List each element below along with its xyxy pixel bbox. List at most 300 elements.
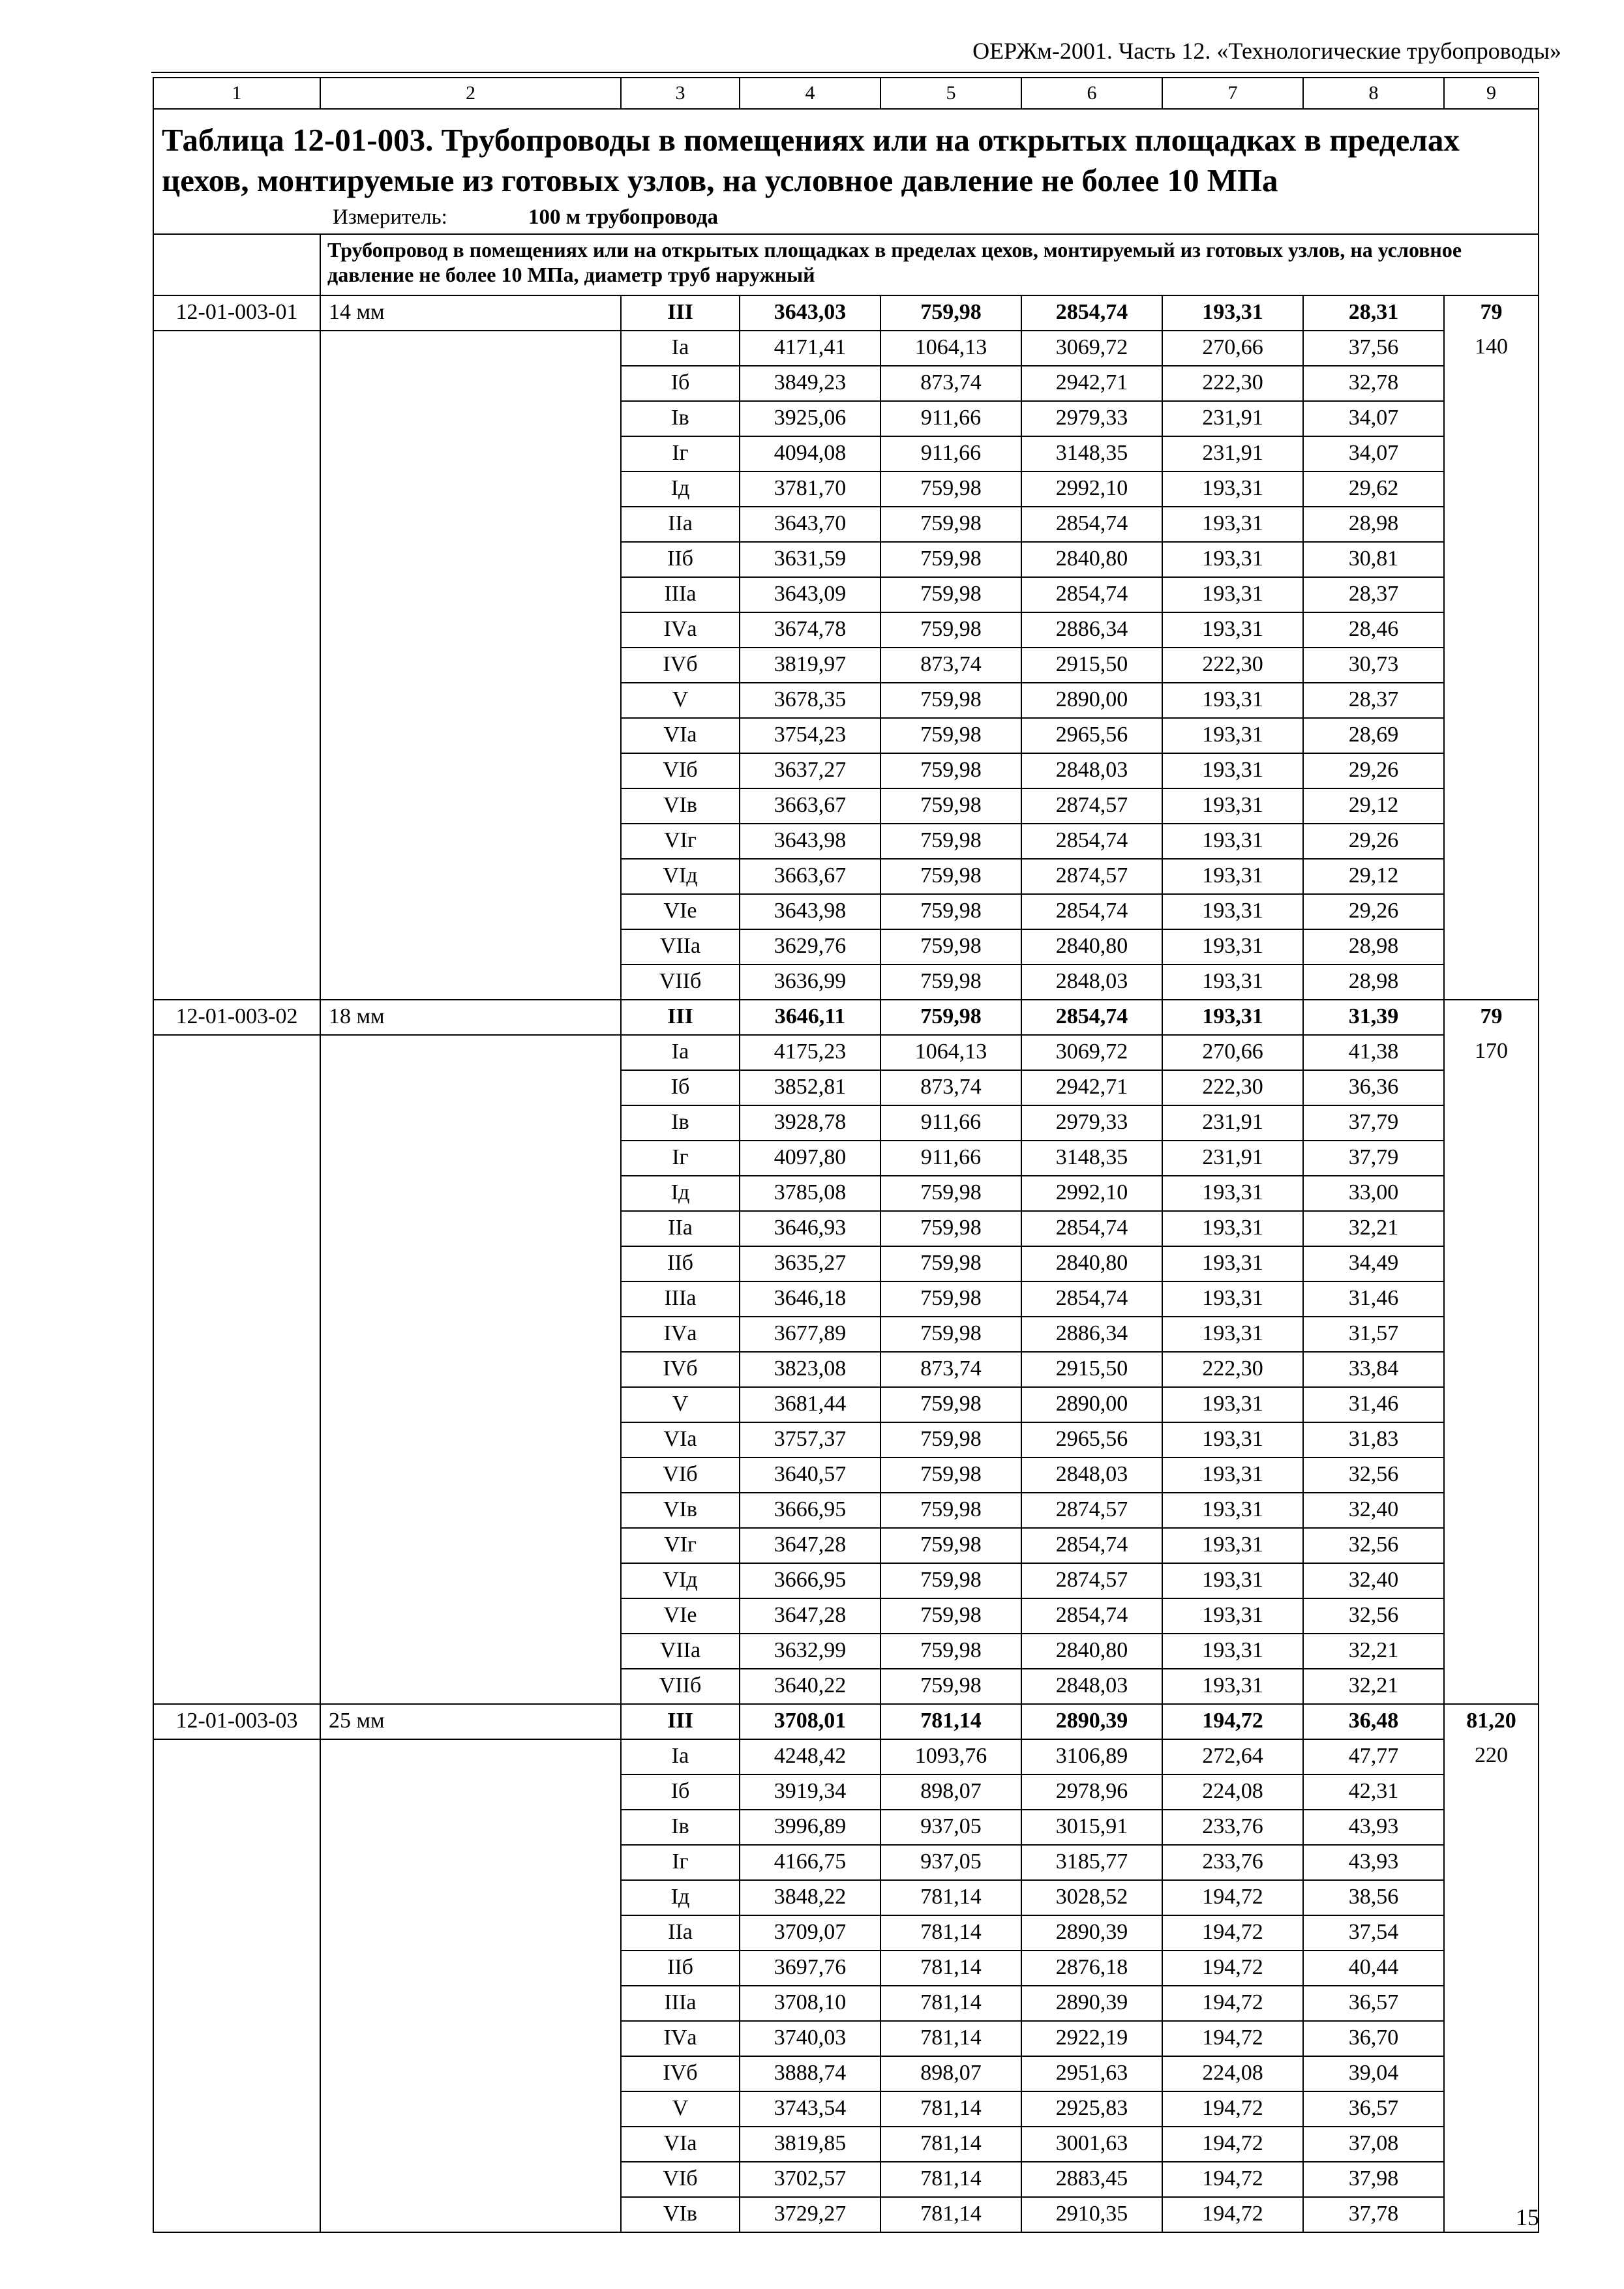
table-row [153, 2197, 1539, 2232]
wages: 898,07 [880, 2056, 1021, 2091]
machine-cost: 2874,57 [1021, 1493, 1162, 1528]
table-row [153, 1105, 1539, 1141]
norm-code [153, 2197, 320, 2232]
labor-cost [1444, 1281, 1539, 1317]
norm-code [153, 1281, 320, 1317]
machine-cost: 2890,39 [1021, 1915, 1162, 1951]
total-cost: 3666,95 [740, 1493, 880, 1528]
norms-table [153, 77, 1539, 2233]
materials-cost: 43,93 [1303, 1810, 1444, 1845]
norm-name [320, 1105, 621, 1141]
total-cost: 4248,42 [740, 1739, 880, 1774]
norm-code [153, 471, 320, 507]
machine-cost: 3028,52 [1021, 1880, 1162, 1915]
total-cost: 4094,08 [740, 436, 880, 471]
labor-cost [1444, 2056, 1539, 2091]
materials-cost: 28,37 [1303, 683, 1444, 718]
wages: 911,66 [880, 436, 1021, 471]
norm-code [153, 753, 320, 788]
resource-code: IVб [621, 648, 740, 683]
norm-name [320, 507, 621, 542]
norm-name [320, 1246, 621, 1281]
machine-cost: 2890,00 [1021, 1387, 1162, 1422]
norm-name [320, 648, 621, 683]
labor-cost [1444, 1845, 1539, 1880]
norm-name [320, 965, 621, 1000]
total-cost: 3708,10 [740, 1986, 880, 2021]
norm-name [320, 1035, 621, 1070]
wages: 759,98 [880, 1493, 1021, 1528]
resource-code: V [621, 1387, 740, 1422]
table-row [153, 1986, 1539, 2021]
resource-code: VIа [621, 1422, 740, 1458]
column-number: 6 [1021, 78, 1162, 109]
machine-cost: 2942,71 [1021, 366, 1162, 401]
materials-cost: 28,31 [1303, 295, 1444, 331]
table-row [153, 1211, 1539, 1246]
norm-name [320, 718, 621, 753]
machinist-wages: 193,31 [1162, 542, 1303, 577]
labor-cost [1444, 894, 1539, 929]
labor-cost [1444, 1105, 1539, 1141]
resource-code: Iг [621, 1845, 740, 1880]
table-row [153, 2091, 1539, 2127]
total-cost: 3678,35 [740, 683, 880, 718]
materials-cost: 37,98 [1303, 2162, 1444, 2197]
resource-code: VIг [621, 1528, 740, 1563]
machine-cost: 2854,74 [1021, 507, 1162, 542]
materials-cost: 36,36 [1303, 1070, 1444, 1105]
materials-cost: 36,57 [1303, 2091, 1444, 2127]
machine-cost: 2854,74 [1021, 1211, 1162, 1246]
materials-cost: 31,83 [1303, 1422, 1444, 1458]
wages: 759,98 [880, 1458, 1021, 1493]
machine-cost: 2840,80 [1021, 1634, 1162, 1669]
labor-cost [1444, 718, 1539, 753]
norm-name [320, 1563, 621, 1598]
labor-cost [1444, 1669, 1539, 1704]
norm-name [320, 788, 621, 824]
machine-cost: 2854,74 [1021, 1598, 1162, 1634]
resource-code: IIIа [621, 1986, 740, 2021]
measure-line [333, 205, 1526, 230]
resource-code: IVа [621, 1317, 740, 1352]
wages: 781,14 [880, 2127, 1021, 2162]
materials-cost: 43,93 [1303, 1845, 1444, 1880]
table-subtitle: Трубопровод в помещениях или на открытых площадках в пределах цехов, монтируемый из готовых узлов, на условное давление не более 10 МПа, диаметр труб наружный [320, 234, 1539, 295]
norm-name [320, 401, 621, 436]
machinist-wages: 193,31 [1162, 1634, 1303, 1669]
machinist-wages: 231,91 [1162, 436, 1303, 471]
total-cost: 3646,93 [740, 1211, 880, 1246]
norm-code [153, 965, 320, 1000]
table-row [153, 1176, 1539, 1211]
column-number: 5 [880, 78, 1021, 109]
resource-code: VIIа [621, 929, 740, 965]
norm-code [153, 824, 320, 859]
norm-name [320, 1458, 621, 1493]
machine-cost: 2922,19 [1021, 2021, 1162, 2056]
total-cost: 3852,81 [740, 1070, 880, 1105]
machine-cost: 2978,96 [1021, 1774, 1162, 1810]
norm-code [153, 401, 320, 436]
norm-name [320, 577, 621, 612]
labor-cost [1444, 1317, 1539, 1352]
total-cost: 3636,99 [740, 965, 880, 1000]
table-row [153, 648, 1539, 683]
machinist-wages: 194,72 [1162, 2021, 1303, 2056]
resource-code: Iв [621, 1105, 740, 1141]
norm-name [320, 894, 621, 929]
labor-cost [1444, 965, 1539, 1000]
table-row [153, 929, 1539, 965]
machinist-wages: 193,31 [1162, 1246, 1303, 1281]
machinist-wages: 222,30 [1162, 648, 1303, 683]
norm-name [320, 1141, 621, 1176]
machinist-wages: 194,72 [1162, 1951, 1303, 1986]
materials-cost: 36,48 [1303, 1704, 1444, 1739]
norm-name [320, 1634, 621, 1669]
labor-cost [1444, 507, 1539, 542]
norm-code [153, 1035, 320, 1070]
wages: 759,98 [880, 1176, 1021, 1211]
norm-name [320, 1880, 621, 1915]
norm-name [320, 1845, 621, 1880]
labor-cost [1444, 929, 1539, 965]
table-row [153, 1458, 1539, 1493]
table-row [153, 401, 1539, 436]
norm-code [153, 1458, 320, 1493]
table-row [153, 859, 1539, 894]
labor-cost [1444, 1422, 1539, 1458]
column-number: 3 [621, 78, 740, 109]
materials-cost: 30,81 [1303, 542, 1444, 577]
machine-cost: 2910,35 [1021, 2197, 1162, 2232]
labor-cost [1444, 1211, 1539, 1246]
norm-code [153, 859, 320, 894]
table-row [153, 1810, 1539, 1845]
norm-code [153, 1774, 320, 1810]
total-cost: 3819,85 [740, 2127, 880, 2162]
norm-code [153, 1634, 320, 1669]
machine-cost: 2874,57 [1021, 788, 1162, 824]
table-row [153, 1035, 1539, 1070]
machinist-wages: 193,31 [1162, 295, 1303, 331]
machinist-wages: 194,72 [1162, 1915, 1303, 1951]
norm-name [320, 753, 621, 788]
machinist-wages: 222,30 [1162, 1070, 1303, 1105]
resource-code: VIд [621, 1563, 740, 1598]
table-row [153, 1669, 1539, 1704]
table-row [153, 753, 1539, 788]
materials-cost: 29,12 [1303, 788, 1444, 824]
machine-cost: 2886,34 [1021, 1317, 1162, 1352]
resource-code: IIа [621, 1211, 740, 1246]
materials-cost: 32,56 [1303, 1598, 1444, 1634]
wages: 781,14 [880, 2197, 1021, 2232]
norm-code [153, 612, 320, 648]
materials-cost: 28,37 [1303, 577, 1444, 612]
table-row [153, 1563, 1539, 1598]
wages: 781,14 [880, 2091, 1021, 2127]
machinist-wages: 193,31 [1162, 894, 1303, 929]
machine-cost: 2854,74 [1021, 1000, 1162, 1035]
norm-name [320, 1493, 621, 1528]
resource-code: III [621, 1000, 740, 1035]
machine-cost: 2992,10 [1021, 471, 1162, 507]
table-row [153, 1880, 1539, 1915]
norm-code [153, 1493, 320, 1528]
norm-name [320, 612, 621, 648]
total-cost: 3632,99 [740, 1634, 880, 1669]
labor-cost: 81,20 [1444, 1704, 1539, 1739]
labor-cost [1444, 2091, 1539, 2127]
materials-cost: 28,46 [1303, 612, 1444, 648]
wages: 1093,76 [880, 1739, 1021, 1774]
norm-name [320, 1281, 621, 1317]
resource-code: VIIб [621, 1669, 740, 1704]
wages: 759,98 [880, 1422, 1021, 1458]
labor-cost: 79 [1444, 1000, 1539, 1035]
materials-cost: 37,79 [1303, 1105, 1444, 1141]
resource-code: Iв [621, 401, 740, 436]
materials-cost: 37,56 [1303, 331, 1444, 366]
wages: 911,66 [880, 401, 1021, 436]
machine-cost: 2840,80 [1021, 542, 1162, 577]
norm-code: 12-01-003-02 [153, 1000, 320, 1035]
materials-cost: 41,38 [1303, 1035, 1444, 1070]
machine-cost: 3069,72 [1021, 331, 1162, 366]
wages: 759,98 [880, 929, 1021, 965]
column-number: 2 [320, 78, 621, 109]
norm-code [153, 1739, 320, 1774]
total-cost: 3743,54 [740, 2091, 880, 2127]
norm-name [320, 1774, 621, 1810]
column-number: 9 [1444, 78, 1539, 109]
labor-cost [1444, 366, 1539, 401]
total-cost: 3631,59 [740, 542, 880, 577]
machinist-wages: 194,72 [1162, 2197, 1303, 2232]
machinist-wages: 193,31 [1162, 1211, 1303, 1246]
total-cost: 3677,89 [740, 1317, 880, 1352]
materials-cost: 29,12 [1303, 859, 1444, 894]
machine-cost: 2951,63 [1021, 2056, 1162, 2091]
norm-name [320, 859, 621, 894]
total-cost: 3702,57 [740, 2162, 880, 2197]
subtitle-spacer [153, 234, 320, 295]
materials-cost: 34,49 [1303, 1246, 1444, 1281]
norm-name [320, 1317, 621, 1352]
machinist-wages: 193,31 [1162, 1669, 1303, 1704]
resource-code: Iа [621, 1035, 740, 1070]
table-row [153, 1387, 1539, 1422]
wages: 759,98 [880, 1669, 1021, 1704]
labor-cost [1444, 859, 1539, 894]
wages: 759,98 [880, 965, 1021, 1000]
machinist-wages: 194,72 [1162, 1880, 1303, 1915]
norm-code [153, 2162, 320, 2197]
materials-cost: 37,78 [1303, 2197, 1444, 2232]
labor-cost [1444, 2162, 1539, 2197]
total-cost: 3754,23 [740, 718, 880, 753]
machine-cost: 2942,71 [1021, 1070, 1162, 1105]
norm-name: 14 мм [320, 295, 621, 331]
norm-code [153, 1563, 320, 1598]
machinist-wages: 193,31 [1162, 965, 1303, 1000]
labor-cost [1444, 1915, 1539, 1951]
machine-cost: 2840,80 [1021, 929, 1162, 965]
machinist-wages: 231,91 [1162, 1105, 1303, 1141]
materials-cost: 32,21 [1303, 1669, 1444, 1704]
total-cost: 3781,70 [740, 471, 880, 507]
machine-cost: 2848,03 [1021, 753, 1162, 788]
norm-code [153, 2021, 320, 2056]
norm-name: 18 мм [320, 1000, 621, 1035]
norm-name [320, 331, 621, 366]
materials-cost: 38,56 [1303, 1880, 1444, 1915]
wages: 873,74 [880, 1070, 1021, 1105]
total-cost: 3740,03 [740, 2021, 880, 2056]
norm-code [153, 1422, 320, 1458]
total-cost: 3643,70 [740, 507, 880, 542]
total-cost: 3663,67 [740, 859, 880, 894]
machine-cost: 2848,03 [1021, 965, 1162, 1000]
norm-code [153, 1387, 320, 1422]
resource-code: VIа [621, 2127, 740, 2162]
wages: 898,07 [880, 1774, 1021, 1810]
resource-code: VIб [621, 2162, 740, 2197]
norm-name [320, 2021, 621, 2056]
resource-code: VIе [621, 1598, 740, 1634]
resource-code: Iд [621, 1176, 740, 1211]
machine-cost: 2979,33 [1021, 1105, 1162, 1141]
norm-code [153, 331, 320, 366]
column-number: 4 [740, 78, 880, 109]
total-cost: 4097,80 [740, 1141, 880, 1176]
wages: 759,98 [880, 1317, 1021, 1352]
norm-name [320, 2127, 621, 2162]
wages: 781,14 [880, 1986, 1021, 2021]
norm-code [153, 1176, 320, 1211]
labor-cost [1444, 1880, 1539, 1915]
resource-code: Iб [621, 1070, 740, 1105]
table-row [153, 718, 1539, 753]
resource-code: VIIб [621, 965, 740, 1000]
resource-code: Iв [621, 1810, 740, 1845]
machinist-wages: 193,31 [1162, 1387, 1303, 1422]
materials-cost: 32,56 [1303, 1458, 1444, 1493]
labor-cost [1444, 1493, 1539, 1528]
table-row [153, 1141, 1539, 1176]
table-title: Таблица 12-01-003. Трубопроводы в помещениях или на открытых площадках в пределах цехов, монтируемые из готовых узлов, на условное давление не более 10 МПа [162, 122, 1460, 198]
table-row [153, 1528, 1539, 1563]
resource-code: VIб [621, 753, 740, 788]
norm-code [153, 1986, 320, 2021]
machine-cost: 3001,63 [1021, 2127, 1162, 2162]
header-rule [151, 72, 1539, 73]
machine-cost: 2890,39 [1021, 1704, 1162, 1739]
machine-cost: 3148,35 [1021, 436, 1162, 471]
total-cost: 3643,03 [740, 295, 880, 331]
machine-cost: 3015,91 [1021, 1810, 1162, 1845]
norm-code [153, 366, 320, 401]
norm-code [153, 1951, 320, 1986]
materials-cost: 28,98 [1303, 929, 1444, 965]
table-row [153, 1704, 1539, 1739]
total-cost: 3643,09 [740, 577, 880, 612]
total-cost: 3635,27 [740, 1246, 880, 1281]
resource-code: IIа [621, 507, 740, 542]
table-row [153, 1598, 1539, 1634]
table-title-cell [153, 109, 1539, 234]
table-row [153, 1493, 1539, 1528]
resource-code: Iа [621, 331, 740, 366]
labor-cost [1444, 2127, 1539, 2162]
materials-cost: 40,44 [1303, 1951, 1444, 1986]
table-row [153, 1246, 1539, 1281]
total-cost: 3674,78 [740, 612, 880, 648]
table-row [153, 1317, 1539, 1352]
norm-code [153, 1105, 320, 1141]
machinist-wages: 194,72 [1162, 1986, 1303, 2021]
norm-name [320, 1739, 621, 1774]
machine-cost: 2854,74 [1021, 577, 1162, 612]
norm-name [320, 1669, 621, 1704]
machine-cost: 3148,35 [1021, 1141, 1162, 1176]
column-number: 7 [1162, 78, 1303, 109]
table-row [153, 2021, 1539, 2056]
wages: 759,98 [880, 1387, 1021, 1422]
norm-code [153, 1141, 320, 1176]
machine-cost: 2886,34 [1021, 612, 1162, 648]
machine-cost: 2876,18 [1021, 1951, 1162, 1986]
wages: 759,98 [880, 1563, 1021, 1598]
wages: 781,14 [880, 1915, 1021, 1951]
norm-name [320, 1352, 621, 1387]
machine-cost: 2854,74 [1021, 894, 1162, 929]
machine-cost: 2965,56 [1021, 1422, 1162, 1458]
resource-code: VIв [621, 2197, 740, 2232]
labor-cost: 140 [1444, 331, 1539, 366]
norm-code [153, 1352, 320, 1387]
total-cost: 3848,22 [740, 1880, 880, 1915]
total-cost: 3925,06 [740, 401, 880, 436]
norm-name [320, 1528, 621, 1563]
labor-cost [1444, 824, 1539, 859]
wages: 759,98 [880, 1281, 1021, 1317]
machinist-wages: 193,31 [1162, 824, 1303, 859]
machine-cost: 2848,03 [1021, 1458, 1162, 1493]
labor-cost [1444, 1141, 1539, 1176]
table-title-row [153, 109, 1539, 234]
total-cost: 3729,27 [740, 2197, 880, 2232]
measure-label: Измеритель: [333, 205, 447, 229]
materials-cost: 34,07 [1303, 436, 1444, 471]
norm-name [320, 2197, 621, 2232]
machinist-wages: 193,31 [1162, 1317, 1303, 1352]
table-row [153, 2056, 1539, 2091]
wages: 937,05 [880, 1845, 1021, 1880]
materials-cost: 29,26 [1303, 753, 1444, 788]
machinist-wages: 193,31 [1162, 1458, 1303, 1493]
norm-code [153, 1845, 320, 1880]
norm-name [320, 683, 621, 718]
wages: 759,98 [880, 295, 1021, 331]
materials-cost: 28,69 [1303, 718, 1444, 753]
materials-cost: 29,26 [1303, 894, 1444, 929]
table-row [153, 436, 1539, 471]
wages: 759,98 [880, 471, 1021, 507]
